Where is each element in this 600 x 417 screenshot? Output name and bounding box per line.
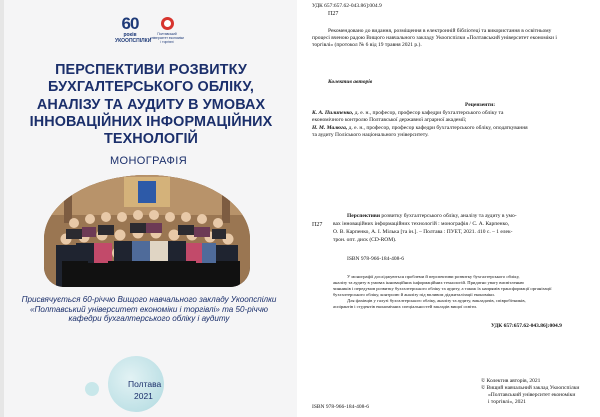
abstract-line: аспірантів і студентів економічних спеціальностей закладів вищої освіти.: [333, 304, 477, 309]
catalog-entry-line: О. В. Карпенко, А. І. Мілька [та ін.]. – Полтава : ПУЕТ, 2021. 410 с. – 1 елек-: [333, 229, 513, 235]
catalog-entry-bold: Перспективи: [347, 213, 381, 219]
copyright-line: «Полтавський університет економіки: [488, 392, 576, 398]
group-photo: [44, 175, 250, 287]
udk-code-bottom: УДК 657:657.62-043.86]:004.9: [491, 323, 562, 329]
reviewer-1-name: К. А. Пилипенко,: [312, 110, 354, 116]
authors-collective: Колектив авторів: [328, 79, 373, 85]
group-photo-image: [44, 175, 250, 287]
dedication-text: [20, 295, 278, 324]
cover-title: [20, 62, 282, 148]
catalog-entry-line: вах інноваційних інформаційних технологій : монографія / С. А. Карпенко,: [333, 221, 510, 227]
catalog-code: П27: [312, 222, 323, 228]
decorative-small-circle: [85, 382, 99, 396]
copyright-line: і торгівлі», 2021: [488, 399, 526, 405]
catalog-entry-text: розвитку бухгалтерського обліку, аналізу та аудиту в умо-: [380, 213, 517, 219]
publication-year: 2021: [134, 391, 153, 401]
isbn-bottom: ISBN 978-966-184-408-6: [312, 404, 369, 410]
cover-title-line: ПЕРСПЕКТИВИ РОЗВИТКУ: [55, 62, 247, 78]
recommendation-line: Рекомендовано до видання, розміщення в електронній бібліотеці та використання в освітньому: [328, 28, 552, 34]
reviewer-2-line2: та аудиту Поліського національного університету.: [312, 132, 429, 138]
cover-title-line: АНАЛІЗУ ТА АУДИТУ В УМОВАХ: [36, 96, 266, 113]
dedication-line: Присвячується 60-річчю Вищого навчального закладу Укоопспілки: [21, 295, 277, 304]
publication-city: Полтава: [128, 379, 162, 389]
puet-emblem-icon: [161, 17, 174, 30]
copyright-line: © Вищий навчальний заклад Укоопспілки: [481, 385, 580, 391]
udk-code: УДК 657:657.62-043.86]:004.9: [312, 3, 382, 9]
bbk-code: П27: [328, 11, 339, 17]
anniversary-logo: [115, 14, 152, 51]
dedication-line: кафедри бухгалтерського обліку і аудиту: [68, 314, 230, 324]
anniversary-text: років УКООПСПІЛКИ: [115, 32, 152, 44]
catalog-entry-line: трон. опт. диск (CD-ROM).: [333, 237, 397, 243]
imprint-page: [303, 0, 600, 417]
abstract-line: бухгалтерського обліку, контролю й аналізу під впливом діджиталізації економіки.: [333, 292, 495, 297]
catalog-entry-line: [347, 213, 517, 220]
abstract-line: аналізу та аудиту в умовах інноваційних інформаційних технологій. Придатно увагу висвітленню: [333, 280, 524, 285]
isbn: ISBN 978-966-184-408-6: [347, 256, 404, 262]
cover-subtitle: МОНОГРАФІЯ: [109, 155, 188, 167]
reviewer-1-text: д. е. н., професор, професор кафедри бухгалтерського обліку та: [353, 110, 504, 116]
puet-logo: [150, 17, 184, 49]
dedication-line: «Полтавський університет економіки і торгівлі» та 50-річчю: [30, 304, 268, 314]
reviewer-1: [312, 110, 503, 117]
reviewer-2-name: Н. М. Малюга,: [312, 125, 348, 131]
reviewer-2: [312, 125, 528, 132]
abstract-line: У монографії досліджуються проблеми й перспективи розвитку бухгалтерського обліку,: [347, 274, 520, 279]
cover-title-line: ІННОВАЦІЙНИХ ІНФОРМАЦІЙНИХ: [29, 113, 273, 130]
anniversary-number: 60: [121, 14, 139, 33]
cover-title-line: БУХГАЛТЕРСЬКОГО ОБЛІКУ,: [48, 79, 254, 96]
reviewers-heading: Рецензенти:: [465, 102, 496, 108]
reviewer-1-line2: економічного контролю Полтавської державної аграрної академії;: [312, 117, 467, 123]
copyright-line: © Колектив авторів, 2021: [481, 378, 541, 384]
recommendation-line: процесі вченою радою Вищого навчального закладу Укоопспілки «Полтавський університет економіки і: [312, 35, 557, 41]
recommendation-line: торгівлі» (протокол № 6 від 19 травня 2021 р.).: [312, 42, 422, 48]
reviewer-2-text: д. е. н., професор, професор кафедри бухгалтерського обліку, оподаткування: [347, 125, 528, 131]
abstract-line: чинників і передумов розвитку бухгалтерського обліку та аудиту, а також їх напрямів трансформації організації: [333, 286, 552, 291]
abstract-line: Для фахівців у галузі бухгалтерського обліку, аналізу та аудиту, викладачів, співробітників,: [347, 298, 526, 303]
puet-logo-text: Полтавський університет економіки і торгівлі: [150, 32, 184, 44]
cover-page: [0, 0, 297, 417]
cover-title-line: ТЕХНОЛОГІЙ: [103, 131, 198, 148]
